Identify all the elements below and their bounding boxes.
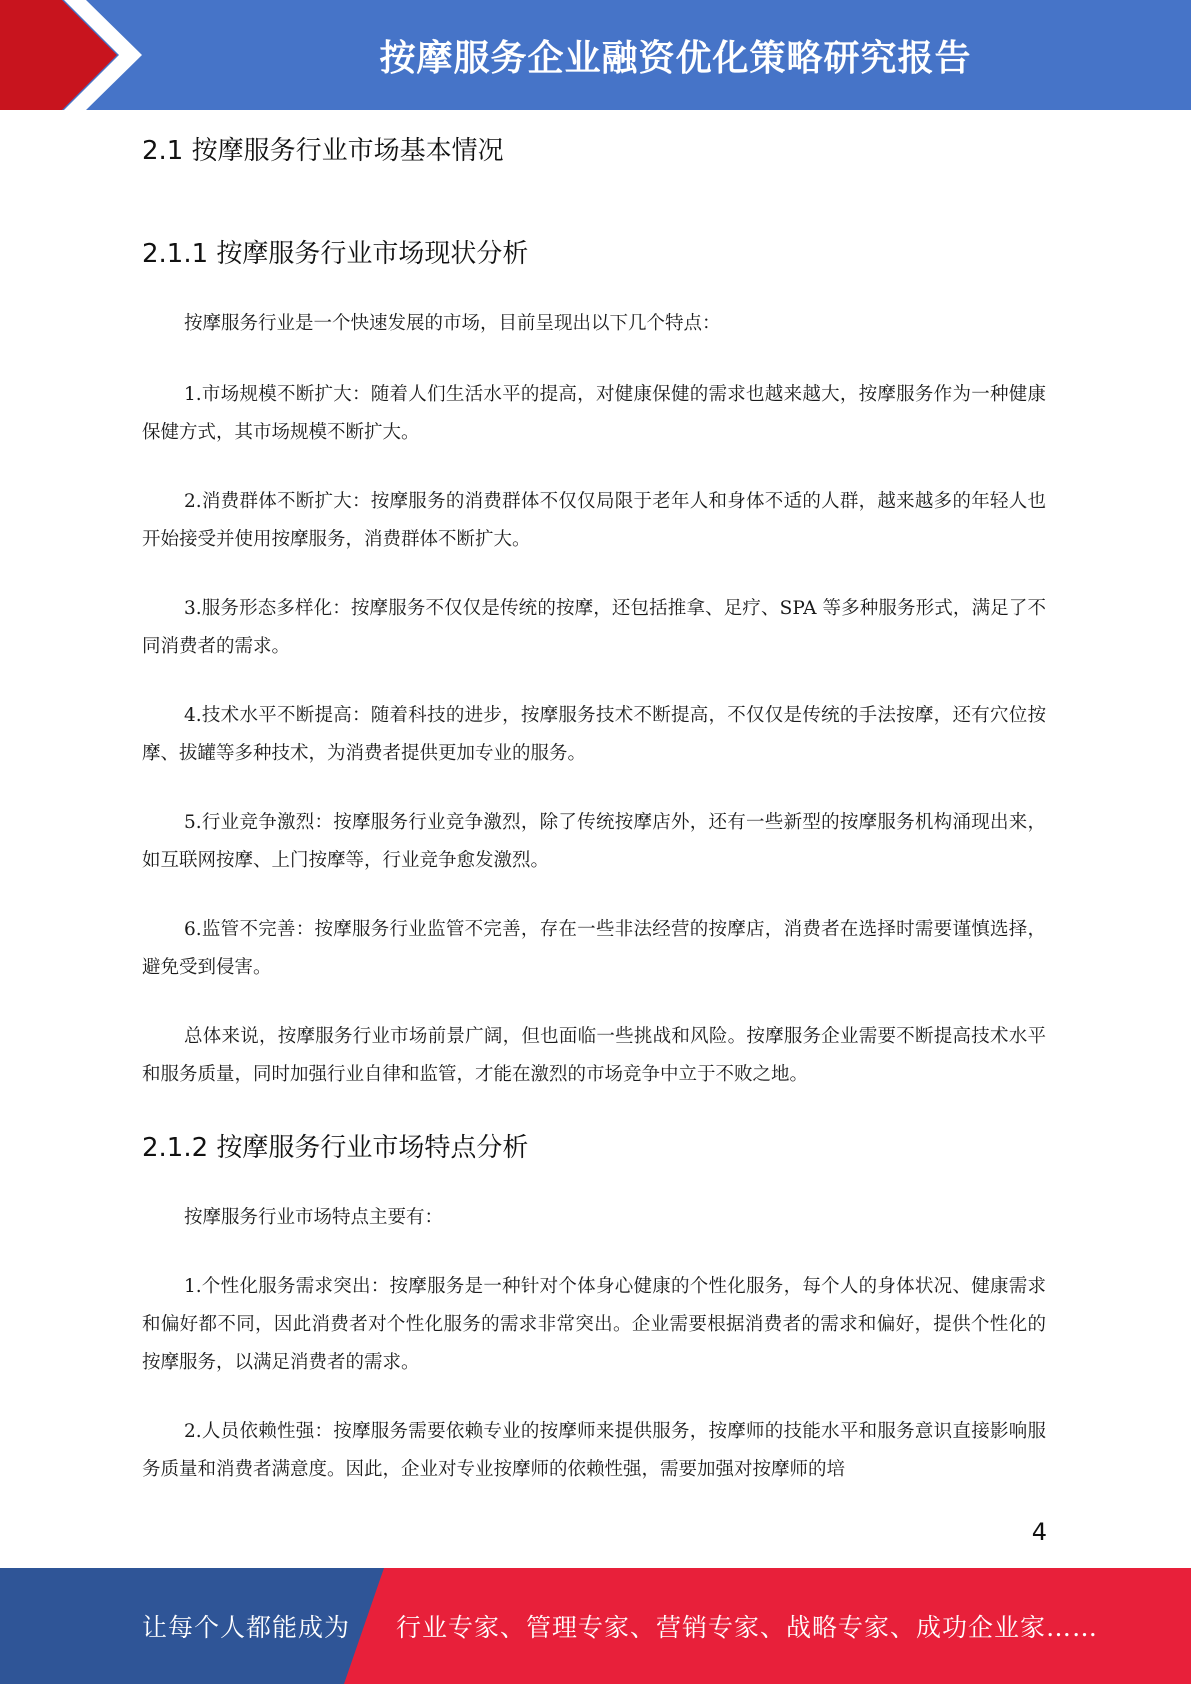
header-arrow-decoration <box>0 0 160 110</box>
footer-bar <box>0 1568 1191 1684</box>
footer-slogan-right: 行业专家、管理专家、营销专家、战略专家、成功企业家…… <box>396 1613 1099 1642</box>
paragraph: 总体来说，按摩服务行业市场前景广阔，但也面临一些挑战和风险。按摩服务企业需要不断提高技术水平和服务质量，同时加强行业自律和监管，才能在激烈的市场竞争中立于不败之地。 <box>142 1026 1046 1085</box>
paragraph: 2.人员依赖性强：按摩服务需要依赖专业的按摩师来提供服务，按摩师的技能水平和服务意识直接影响服务质量和消费者满意度。因此，企业对专业按摩师的依赖性强，需要加强对按摩师的培 <box>142 1421 1046 1480</box>
paragraph: 4.技术水平不断提高：随着科技的进步，按摩服务技术不断提高，不仅仅是传统的手法按摩，还有穴位按摩、拔罐等多种技术，为消费者提供更加专业的服务。 <box>142 705 1046 764</box>
paragraph: 1.个性化服务需求突出：按摩服务是一种针对个体身心健康的个性化服务，每个人的身体状况、健康需求和偏好都不同，因此消费者对个性化服务的需求非常突出。企业需要根据消费者的需求和偏好，提供个性化的按摩服务，以满足消费者的需求。 <box>142 1276 1046 1373</box>
section-heading-2-1-1: 2.1.1 按摩服务行业市场现状分析 <box>142 239 529 269</box>
paragraph: 2.消费群体不断扩大：按摩服务的消费群体不仅仅局限于老年人和身体不适的人群，越来越多的年轻人也开始接受并使用按摩服务，消费群体不断扩大。 <box>142 491 1046 550</box>
paragraph: 按摩服务行业是一个快速发展的市场，目前呈现出以下几个特点： <box>184 313 721 334</box>
header-bar <box>0 0 1191 110</box>
document-title: 按摩服务企业融资优化策略研究报告 <box>379 37 972 79</box>
paragraph: 5.行业竞争激烈：按摩服务行业竞争激烈，除了传统按摩店外，还有一些新型的按摩服务机构涌现出来，如互联网按摩、上门按摩等，行业竞争愈发激烈。 <box>142 812 1046 871</box>
section-heading-2-1: 2.1 按摩服务行业市场基本情况 <box>142 136 504 166</box>
footer-slogan-left: 让每个人都能成为 <box>142 1613 351 1642</box>
section-heading-2-1-2: 2.1.2 按摩服务行业市场特点分析 <box>142 1133 529 1163</box>
paragraph: 按摩服务行业市场特点主要有： <box>184 1207 444 1228</box>
paragraph: 6.监管不完善：按摩服务行业监管不完善，存在一些非法经营的按摩店，消费者在选择时需要谨慎选择，避免受到侵害。 <box>142 919 1046 978</box>
page-number: 4 <box>1031 1518 1047 1546</box>
paragraph: 3.服务形态多样化：按摩服务不仅仅是传统的按摩，还包括推拿、足疗、SPA 等多种服务形式，满足了不同消费者的需求。 <box>142 598 1046 657</box>
paragraph: 1.市场规模不断扩大：随着人们生活水平的提高，对健康保健的需求也越来越大，按摩服务作为一种健康保健方式，其市场规模不断扩大。 <box>142 384 1046 443</box>
